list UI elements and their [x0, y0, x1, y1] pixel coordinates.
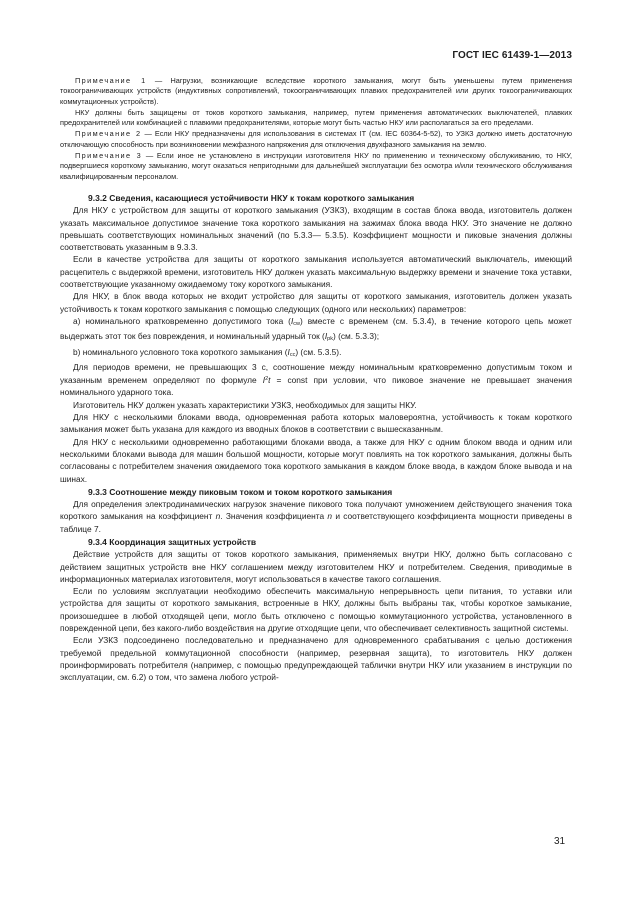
formula-symbol: I — [324, 331, 328, 342]
formula-superscript: 2 — [265, 376, 269, 383]
note-text: — Если НКУ предназначены для использования в системах IT (см. IEC 60364-5-52), то УЗКЗ должно иметь достаточную отключающую способность при возникновении межфазного напряжения для отключения двухфазного замыкания на землю. — [60, 129, 572, 149]
list-item-b: b) номинального условного тока короткого замыкания (Icc) (см. 5.3.5). — [73, 346, 342, 358]
paragraph: Действие устройств для защиты от токов короткого замыкания, применяемых внутри НКУ, должно быть согласовано с действием защитных устройств вне НКУ соглашением между изготовителем НКУ и потребителем. Сведения, приводимые в информационных материалах изготовителя, могут использоваться в качестве такого соглашения. — [60, 549, 572, 584]
notes-block — [60, 76, 572, 182]
standard-designation: ГОСТ IEC 61439-1—2013 — [452, 50, 572, 61]
note-3 — [60, 151, 572, 182]
paragraph: Если по условиям эксплуатации необходимо обеспечить максимальную непрерывность цепи питания, то уставки или устройства для защиты от короткого замыкания, встроенные в НКУ, должны быть выбраны так, чтобы короткое замыкание, произошедшее в любой отходящей цепи, могло быть отключено с помощью коммутационного устройства, установленного в поврежденной цепи, без какого-либо воздействия на другие отходящие цепи, что обеспечивает селективность защитной системы. — [60, 586, 572, 634]
formula-symbol: I — [287, 346, 290, 357]
formula-subscript: cw — [293, 320, 301, 327]
main-text — [60, 192, 572, 684]
note-1 — [60, 76, 572, 107]
paragraph: Если в качестве устройства для защиты от короткого замыкания используется автоматический выключатель, имеющий расцепитель с выдержкой времени, изготовитель НКУ должен указать максимальную выдержку времени и значение тока уставки, соответствующие указанному ожидаемому току короткого замыкания. — [60, 254, 572, 290]
paragraph: Для определения электродинамических нагрузок значение пикового тока получают умножением действующего значения тока короткого замыкания на коэффициент n. Значения коэффициента n и соответствующего коэффициента мощности приведены в таблице 7. — [60, 499, 572, 534]
formula-subscript: cc — [289, 351, 296, 358]
note-label: Примечание 1 — [75, 76, 147, 85]
paragraph: Если УЗКЗ подсоединено последовательно и предназначено для одновременного срабатывания с целью достижения требуемой предельной коммутационной способности (например, резервная защита), то изготовитель НКУ должен проинформировать потребителя (например, с помощью предупреждающей таблички внутри НКУ или указанием в инструкции по эксплуатации, см. 6.2) о том, что замена любого устрой- — [60, 635, 572, 683]
page-body — [60, 76, 572, 684]
note-text: НКУ должны быть защищены от токов короткого замыкания, например, путем применения автоматических выключателей, плавких предохранителей или комбинацией с плавкими предохранителями, которые могут быть частью НКУ или располагаться за его пределами. — [60, 107, 572, 128]
paragraph: Для НКУ с устройством для защиты от короткого замыкания (УЗКЗ), входящим в состав блока ввода, изготовитель должен указать максимальное допустимое значение тока короткого замыкания на зажимах блока ввода НКУ. Это значение не должно превышать соответствующих номинальных значений (по 5.3.3— 5.3.5). Коэффициент мощности и пиковые значения должны соответствовать указанным в 9.3.3. — [60, 205, 572, 253]
note-paragraph — [60, 108, 572, 129]
note-label: Примечание 2 — [75, 129, 142, 139]
note-text: — Нагрузки, возникающие вследствие короткого замыкания, могут быть уменьшены путем применения токоограничивающих устройств (индуктивных сопротивлений, токоограничивающих плавких предохранителей или других токоограничивающих коммутационных устройств). — [60, 76, 572, 106]
formula-symbol: I — [262, 375, 266, 386]
formula-symbol: n — [327, 511, 333, 522]
formula-symbol: n — [215, 511, 221, 522]
note-label: Примечание 3 — [75, 151, 143, 161]
paragraph: Для периодов времени, не превышающих 3 с, соотношение между номинальным кратковременно допустимым током и указанным временем определяют по формуле $I^2t$ = const при условии, что пиковое значение не превышает значения номинального ударного тока. — [60, 361, 572, 398]
paragraph: Изготовитель НКУ должен указать характеристики УЗКЗ, необходимых для защиты НКУ. — [73, 399, 417, 410]
note-text: — Если иное не установлено в инструкции изготовителя НКУ по применению и техническому обслуживанию, то НКУ, подвергшиеся короткому замыканию, могут оказаться непригодными для дальнейшей эксплуатации без осмотра и/или технического обслуживания квалифицированным персоналом. — [60, 151, 572, 181]
paragraph: Для НКУ с несколькими блоками ввода, одновременная работа которых маловероятна, устойчивость к токам короткого замыкания может быть указана для каждого из вводных блоков в соответствии с вышесказанным. — [60, 412, 572, 435]
page-number: 31 — [554, 836, 566, 847]
list-item-a: а) номинального кратковременно допустимого тока (Icw) вместе с временем (см. 5.3.4), в течение которого цепь может выдержать этот ток без повреждения, и номинальный ударный ток (Ipk) (см. 5.3.3); — [60, 315, 572, 343]
paragraph: Для НКУ с несколькими одновременно работающими блоками ввода, а также для НКУ с одним блоком ввода и одним или несколькими блоками вывода для машин большой мощности, которые могут повлиять на ток короткого замыкания, должны быть согласованы с потребителем значения ожидаемого тока короткого замыкания в каждом блоке ввода, в каждом блоке вывода и на шинах. — [60, 436, 572, 484]
section-heading-934: 9.3.4 Координация защитных устройств — [88, 536, 257, 547]
formula-subscript: pk — [327, 336, 333, 343]
formula-symbol: t — [268, 375, 271, 386]
section-heading-932: 9.3.2 Сведения, касающиеся устойчивости НКУ к токам короткого замыкания — [88, 192, 415, 203]
formula-symbol: I — [290, 315, 294, 326]
paragraph: Для НКУ, в блок ввода которых не входит устройство для защиты от короткого замыкания, изготовитель должен указать устойчивость к токам короткого замыкания с помощью следующих (одного или нескольких) параметров: — [60, 291, 572, 314]
note-2 — [60, 129, 572, 150]
section-heading-933: 9.3.3 Соотношение между пиковым током и током короткого замыкания — [88, 486, 393, 497]
